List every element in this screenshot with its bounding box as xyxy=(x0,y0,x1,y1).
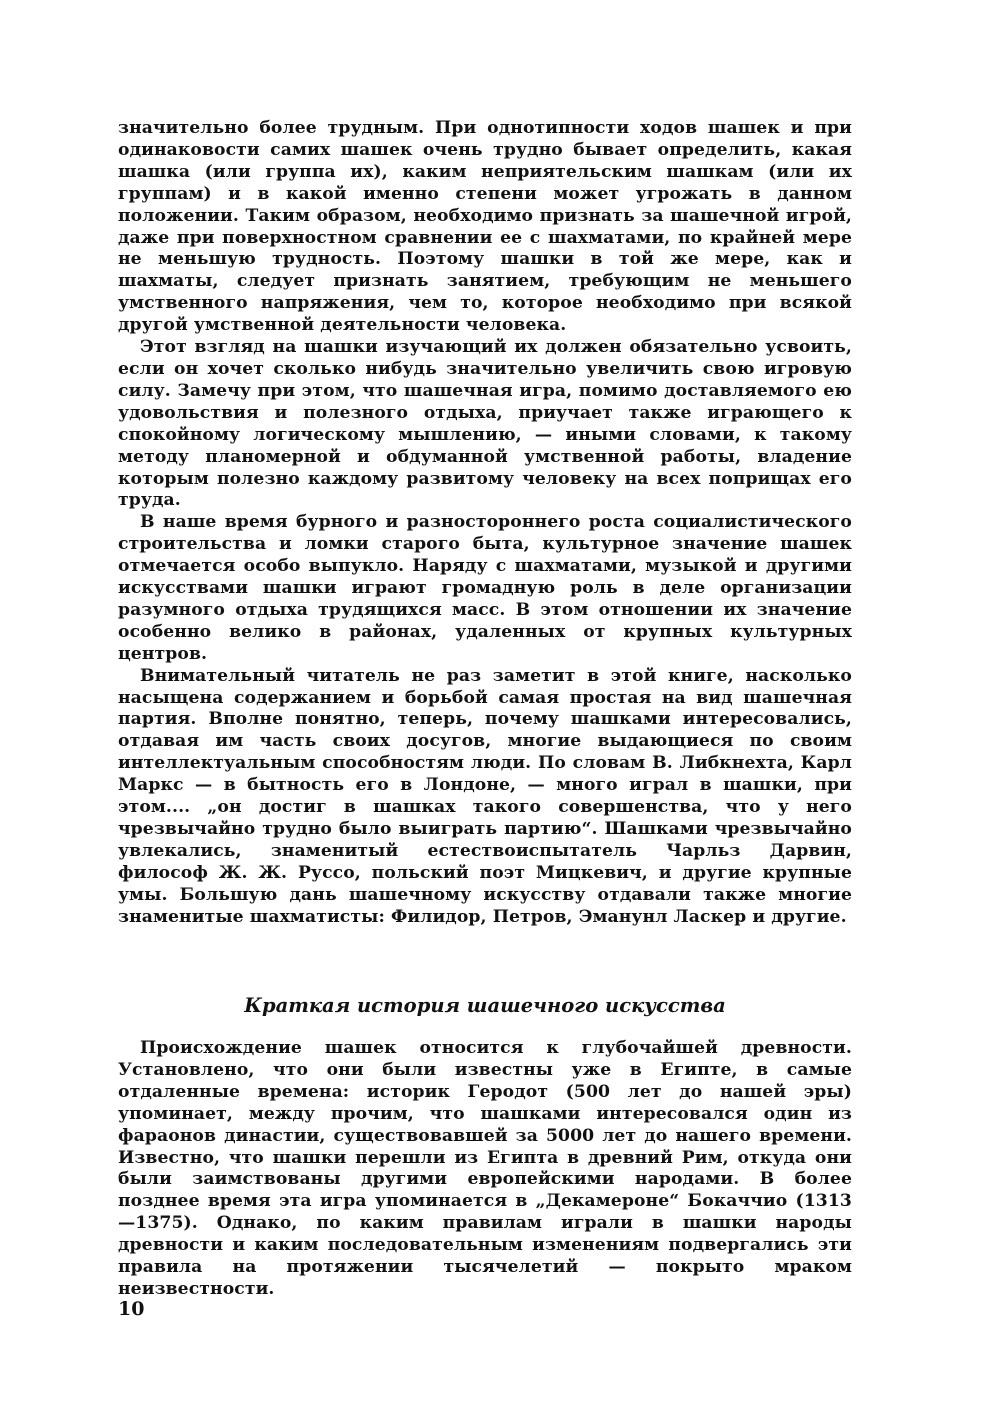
paragraph-5: Происхождение шашек относится к глубочайшей древности. Установлено, что они были известны уже в Египте, в самые отдаленные времена: историк Геродот (500 лет до нашей эры) упоминает, между прочим, что шашками интересовался один из фараонов династии, существовавшей за 5000 лет до нашего времени. Известно, что шашки перешли из Египта в древний Рим, откуда они были заимствованы другими европейскими народами. В более позднее время эта игра упоминается в „Декамероне“ Бокаччио (1313—1375). Однако, по каким правилам играли в шашки народы древности и каким последовательным изменениям подвергались эти правила на протяжении тысячелетий — покрыто мраком неизвестности. xyxy=(118,1038,852,1299)
paragraph-2: Этот взгляд на шашки изучающий их должен обязательно усвоить, если он хочет сколько нибудь значительно увеличить свою игровую силу. Замечу при этом, что шашечная игра, помимо доставляемого ею удовольствия и полезного отдыха, приучает также играющего к спокойному логическому мышлению, — иными словами, к такому методу планомерной и обдуманной умственной работы, владение которым полезно каждому развитому человеку на всех поприщах его труда. xyxy=(118,337,852,511)
paragraph-4: Внимательный читатель не раз заметит в этой книге, насколько насыщена содержанием и борьбой самая простая на вид шашечная партия. Вполне понятно, теперь, почему шашками интересовались, отдавая им часть своих досугов, многие выдающиеся по своим интеллектуальным способностям люди. По словам В. Либкнехта, Карл Маркс — в бытность его в Лондоне, — много играл в шашки, при этом.... „он достиг в шашках такого совершенства, что у него чрезвычайно трудно было выиграть партию“. Шашками чрезвычайно увлекались, знаменитый естествоиспытатель Чарльз Дарвин, философ Ж. Ж. Руссо, польский поэт Мицкевич, и другие крупные умы. Большую дань шашечному искусству отдавали также многие знаменитые шахматисты: Филидор, Петров, Эманунл Ласкер и другие. xyxy=(118,665,852,927)
section-heading: Краткая история шашечного искусства xyxy=(244,994,726,1017)
book-page xyxy=(118,118,852,1299)
section-body xyxy=(118,1038,852,1301)
paragraph-3: В наше время бурного и разностороннего роста социалистического строительства и ломки старого быта, культурное значение шашек отмечается особо выпукло. Наряду с шахматами, музыкой и другими искусствами шашки играют громадную роль в деле организации разумного отдыха трудящихся масс. В этом отношении их значение особенно велико в районах, удаленных от крупных культурных центров. xyxy=(118,512,852,664)
paragraph-1: значительно более трудным. При однотипности ходов шашек и при одинаковости самих шашек очень трудно бывает определить, какая шашка (или группа их), каким неприятельским шашкам (или их группам) и в какой именно степени может угрожать в данном положении. Таким образом, необходимо признать за шашечной игрой, даже при поверхностном сравнении ее с шахматами, по крайней мере не меньшую трудность. Поэтому шашки в той же мере, как и шахматы, следует признать занятием, требующим не меньшего умственного напряжения, чем то, которое необходимо при всякой другой умственной деятельности человека. xyxy=(118,118,852,336)
page-number: 10 xyxy=(118,1298,145,1320)
